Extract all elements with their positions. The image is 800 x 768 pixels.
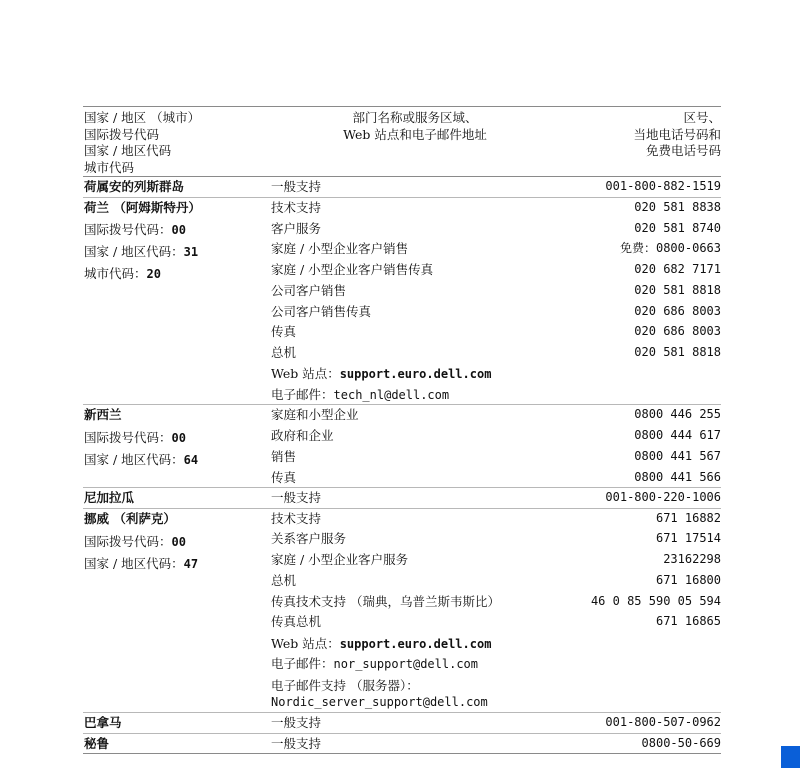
website-link[interactable]: support.euro.dell.com <box>339 367 492 381</box>
header-left-line: 国际拨号代码 <box>84 126 160 142</box>
header-right-line: 免费电话号码 <box>645 143 721 158</box>
department-label: 家庭 / 小型企业客户销售 <box>271 241 409 256</box>
page-corner-tab <box>781 746 800 768</box>
city-code-label: 城市代码： <box>84 266 147 281</box>
dial-code-value: 00 <box>171 535 186 549</box>
phone-number: 020 581 8818 <box>634 345 721 359</box>
country-name: 新西兰 <box>84 407 122 422</box>
department-label: 家庭和小型企业 <box>271 407 359 422</box>
website-label: Web 站点： <box>271 366 340 381</box>
department-label: 家庭 / 小型企业客户销售传真 <box>271 262 434 277</box>
phone-number: 020 686 8003 <box>634 304 721 318</box>
row-divider <box>83 733 721 734</box>
header-department-column <box>335 110 495 143</box>
table-bottom-rule <box>83 753 721 754</box>
phone-number: 23162298 <box>663 552 721 566</box>
phone-number: 671 17514 <box>655 531 721 545</box>
header-bottom-rule <box>83 176 721 177</box>
department-label: 销售 <box>271 449 297 464</box>
email-entry <box>271 655 478 673</box>
header-mid-line: 部门名称或服务区域、 <box>352 110 478 125</box>
department-label: 总机 <box>271 573 297 588</box>
phone-number: 020 581 8818 <box>634 283 721 297</box>
department-label: 一般支持 <box>271 715 322 730</box>
phone-number: 0800-50-669 <box>641 736 721 750</box>
department-label: 一般支持 <box>271 179 322 194</box>
email-label: 电子邮件： <box>271 387 334 402</box>
country-code-value: 47 <box>183 557 199 571</box>
country-name: 荷兰 （阿姆斯特丹） <box>84 200 201 215</box>
department-label: 技术支持 <box>271 511 322 526</box>
city-code-info <box>84 265 161 283</box>
phone-number: 0800 446 255 <box>634 407 721 421</box>
country-code-label: 国家 / 地区代码： <box>84 556 184 571</box>
phone-number: 免费：0800-0663 <box>619 241 721 255</box>
country-code-info <box>84 243 198 261</box>
country-code-info <box>84 555 198 573</box>
phone-number: 46 0 85 590 05 594 <box>590 594 721 608</box>
country-code-info <box>84 451 198 469</box>
header-country-column <box>84 110 200 176</box>
country-code-value: 64 <box>183 453 199 467</box>
department-label: 政府和企业 <box>271 428 334 443</box>
department-label: 家庭 / 小型企业客户服务 <box>271 552 409 567</box>
country-name: 荷属安的列斯群岛 <box>84 179 185 194</box>
city-code-value: 20 <box>146 267 161 281</box>
dial-code-info <box>84 221 186 239</box>
dial-code-value: 00 <box>171 223 186 237</box>
row-divider <box>83 712 721 713</box>
row-divider <box>83 487 721 488</box>
department-label: 客户服务 <box>271 221 322 236</box>
department-label: 传真总机 <box>271 614 322 629</box>
dial-code-label: 国际拨号代码： <box>84 222 172 237</box>
department-label: 一般支持 <box>271 736 322 751</box>
department-label: 传真 <box>271 324 297 339</box>
department-label: 一般支持 <box>271 490 322 505</box>
phone-number: 001-800-220-1006 <box>605 490 721 504</box>
phone-number: 0800 441 567 <box>634 449 721 463</box>
email-label: 电子邮件： <box>271 656 334 671</box>
email-support-label: 电子邮件支持 （服务器）： <box>271 678 419 693</box>
department-label: 公司客户销售传真 <box>271 304 372 319</box>
department-label: 公司客户销售 <box>271 283 347 298</box>
phone-number: 020 581 8740 <box>634 221 721 235</box>
phone-number: 671 16800 <box>655 573 721 587</box>
header-left-line: 国家 / 地区代码 <box>84 143 172 158</box>
table-top-rule <box>83 106 721 107</box>
email-link[interactable]: Nordic_server_support@dell.com <box>271 695 488 709</box>
country-name: 巴拿马 <box>84 715 122 730</box>
website-label: Web 站点： <box>271 636 340 651</box>
country-code-label: 国家 / 地区代码： <box>84 452 184 467</box>
email-link[interactable]: tech_nl@dell.com <box>333 388 450 402</box>
header-right-line: 区号、 <box>683 110 721 125</box>
header-left-line: 城市代码 <box>84 159 135 175</box>
row-divider <box>83 197 721 198</box>
header-right-line: 当地电话号码和 <box>633 126 721 142</box>
country-name: 挪威 （利萨克） <box>84 511 176 526</box>
phone-number: 020 581 8838 <box>634 200 721 214</box>
phone-number: 0800 441 566 <box>634 470 721 484</box>
row-divider <box>83 508 721 509</box>
country-name: 秘鲁 <box>84 736 110 751</box>
country-code-label: 国家 / 地区代码： <box>84 244 184 259</box>
dial-code-label: 国际拨号代码： <box>84 430 172 445</box>
phone-number: 020 682 7171 <box>634 262 721 276</box>
website-link[interactable]: support.euro.dell.com <box>339 637 492 651</box>
website-entry <box>271 365 491 383</box>
phone-number: 020 686 8003 <box>634 324 721 338</box>
website-entry <box>271 635 491 653</box>
department-label: 技术支持 <box>271 200 322 215</box>
email-entry <box>271 386 449 404</box>
phone-number: 671 16865 <box>655 614 721 628</box>
department-label: 关系客户服务 <box>271 531 347 546</box>
phone-number: 001-800-507-0962 <box>605 715 721 729</box>
header-left-line: 国家 / 地区 （城市） <box>84 110 201 125</box>
country-name: 尼加拉瓜 <box>84 490 135 505</box>
country-code-value: 31 <box>183 245 199 259</box>
header-phone-column <box>633 110 721 160</box>
department-label: 传真 <box>271 470 297 485</box>
department-label: 总机 <box>271 345 297 360</box>
phone-number: 671 16882 <box>655 511 721 525</box>
phone-number: 001-800-882-1519 <box>605 179 721 193</box>
header-mid-line: Web 站点和电子邮件地址 <box>343 126 487 142</box>
department-label: 传真技术支持 （瑞典，乌普兰斯韦斯比） <box>271 594 500 609</box>
dial-code-label: 国际拨号代码： <box>84 534 172 549</box>
email-link[interactable]: nor_support@dell.com <box>333 657 479 671</box>
dial-code-info <box>84 429 186 447</box>
row-divider <box>83 404 721 405</box>
phone-number: 0800 444 617 <box>634 428 721 442</box>
dial-code-info <box>84 533 186 551</box>
dial-code-value: 00 <box>171 431 186 445</box>
